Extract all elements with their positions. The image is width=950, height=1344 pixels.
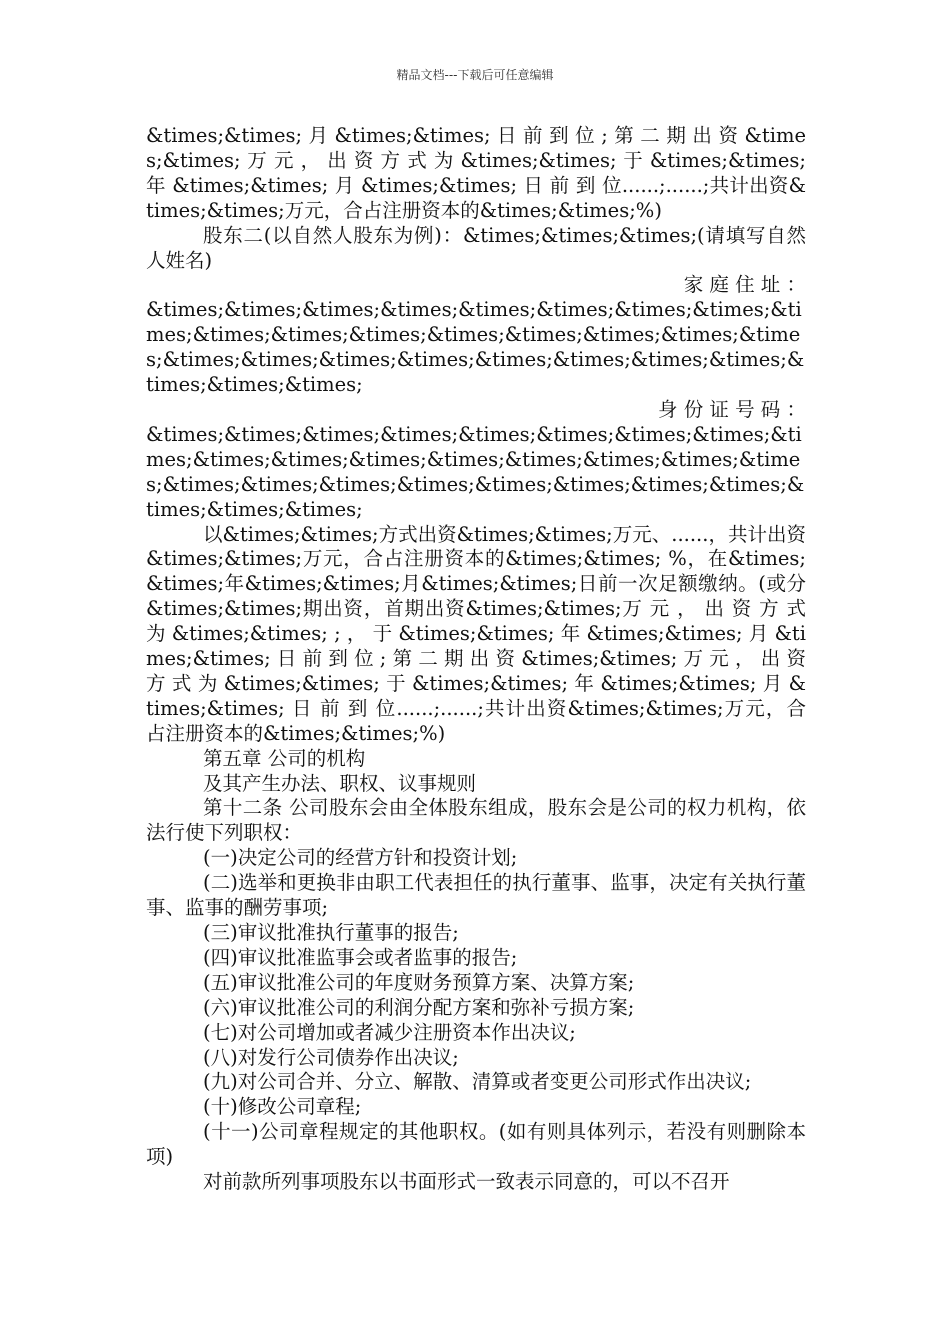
label-id-number: 身 份 证 号 码 ： (658, 397, 806, 421)
paragraph-capital-schedule-1: &times;&times; 月 &times;&times; 日 前 到 位 ; 第 二 期 出 资 &times;&times; 万 元 ， 出 资 方 式 为 &times;&times; 于 &times;&times; 年 &times;&times; 月 &times;&times; 日 前 到 位......;......;共计出资&times;&times;万元，合占注册资本的&times;&times;%) (146, 124, 806, 222)
power-item-11: (十一)公司章程规定的其他职权。(如有则具体列示，若没有则删除本项) (146, 1120, 806, 1169)
value-id-number: &times;&times;&times;&times;&times;&times;&times;&times;&times;&times;&times;&times;&times;&times;&times;&times;&times;&times;&times;&times;&times;&times;&times;&times;&times;&times;&times;&times; (146, 422, 805, 521)
chapter-title: 第五章 公司的机构 (203, 746, 366, 770)
label-home-address: 家 庭 住 址 ： (683, 273, 806, 297)
power-item-3: (三)审议批准执行董事的报告; (203, 921, 459, 944)
document-body (146, 124, 806, 1195)
power-item-4: (四)审议批准监事会或者监事的报告; (203, 945, 518, 969)
power-item-9: (九)对公司合并、分立、解散、清算或者变更公司形式作出决议; (203, 1070, 752, 1094)
power-item-10: (十)修改公司章程; (203, 1095, 362, 1119)
value-home-address: &times;&times;&times;&times;&times;&times;&times;&times;&times;&times;&times;&times;&times;&times;&times;&times;&times;&times;&times;&times;&times;&times;&times;&times;&times;&times;&times;&times; (146, 298, 805, 397)
power-item-7: (七)对公司增加或者减少注册资本作出决议; (203, 1020, 576, 1044)
power-item-6: (六)审议批准公司的利润分配方案和弥补亏损方案; (203, 995, 635, 1019)
paragraph-written-consent: 对前款所列事项股东以书面形式一致表示同意的，可以不召开 (203, 1170, 730, 1194)
paragraph-capital-schedule-2: 以&times;&times;方式出资&times;&times;万元、......，共计出资&times;&times;万元，合占注册资本的&times;&times; %，在&times;&times;年&times;&times;月&times;&times;日前一次足额缴纳。(或分&times;&times;期出资，首期出资&times;&times;万 元 ， 出 资 方 式 为 &times;&times; ; ， 于 &times;&times; 年 &times;&times; 月 &times;&times; 日 前 到 位 ; 第 二 期 出 资 &times;&times; 万 元 ， 出 资 方 式 为 &times;&times; 于 &times;&times; 年 &times;&times; 月 &times;&times; 日 前 到 位......;......;共计出资&times;&times;万元，合占注册资本的&times;&times;%) (146, 522, 806, 745)
article-twelve: 第十二条 公司股东会由全体股东组成，股东会是公司的权力机构，依法行使下列职权： (146, 796, 806, 845)
power-item-2: (二)选举和更换非由职工代表担任的执行董事、监事，决定有关执行董事、监事的酬劳事项; (146, 871, 806, 920)
power-item-1: (一)决定公司的经营方针和投资计划; (203, 846, 518, 870)
page-header: 精品文档---下载后可任意编辑 (396, 68, 554, 82)
power-item-8: (八)对发行公司债券作出决议; (203, 1045, 459, 1069)
chapter-subtitle: 及其产生办法、职权、议事规则 (203, 771, 477, 795)
paragraph-shareholder-two: 股东二(以自然人股东为例)：&times;&times;&times;(请填写自然人姓名) (146, 223, 806, 272)
power-item-5: (五)审议批准公司的年度财务预算方案、决算方案; (203, 970, 635, 994)
